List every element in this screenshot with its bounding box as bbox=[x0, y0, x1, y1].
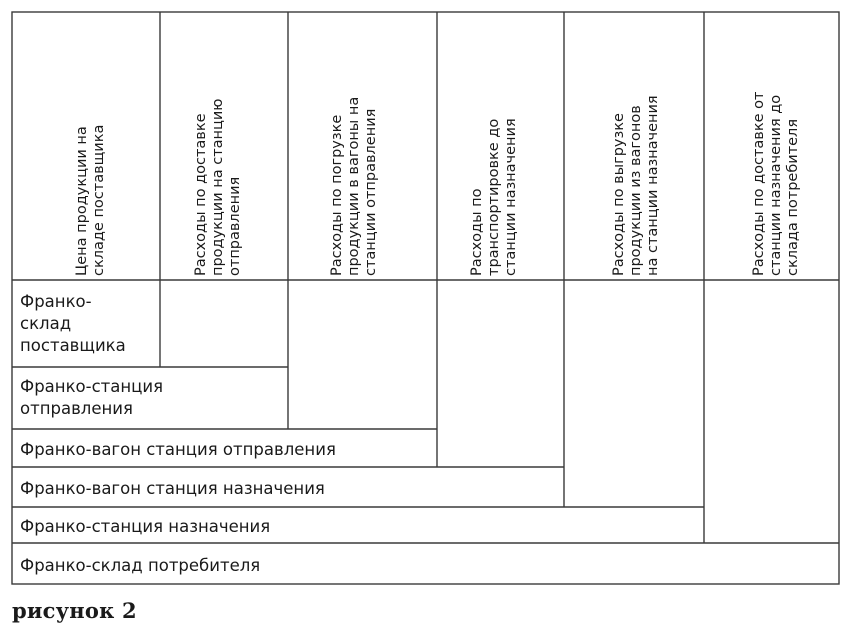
header-loading-costs: Расходы по погрузке продукции в вагоны на станции отправления bbox=[329, 96, 379, 276]
header-delivery-to-consumer: Расходы по доставке от станции назначения до склада потребителя bbox=[751, 91, 801, 276]
basis-franco-wagon-departure: Франко-вагон станция отправления bbox=[20, 440, 336, 459]
header-transport-costs: Расходы по транспортировке до станции назначения bbox=[469, 118, 519, 276]
basis-franco-departure-station: Франко-станция отправления bbox=[20, 377, 164, 418]
basis-franco-consumer-warehouse: Франко-склад потребителя bbox=[20, 556, 261, 575]
basis-franco-wagon-destination: Франко-вагон станция назначения bbox=[20, 479, 325, 498]
header-unloading-costs: Расходы по выгрузке продукции из вагонов на станции назначения bbox=[611, 95, 661, 276]
header-supplier-price: Цена продукции на складе поставщика bbox=[74, 124, 107, 276]
figure-caption: рисунок 2 bbox=[12, 598, 137, 623]
header-delivery-to-station: Расходы по доставке продукции на станцию отправления bbox=[193, 98, 243, 276]
basis-franco-destination-station: Франко-станция назначения bbox=[20, 517, 271, 536]
basis-franco-supplier-warehouse: Франко- склад поставщика bbox=[20, 292, 126, 355]
